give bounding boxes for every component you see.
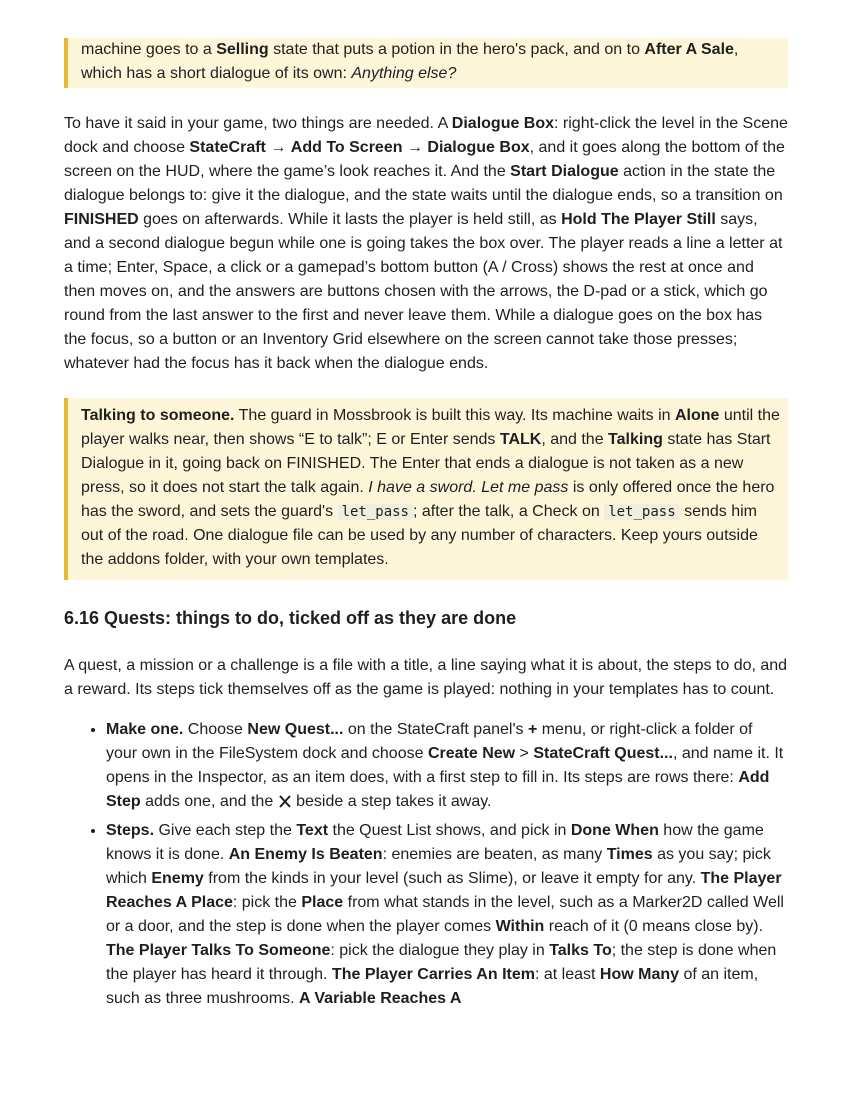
quest-list xyxy=(64,718,788,1011)
page-content xyxy=(64,38,788,1016)
close-icon xyxy=(279,792,291,806)
callout-talking xyxy=(64,398,788,580)
list-item: • Make one. Choose New Quest... on the StateCraft panel's + menu, or right-click a folder of your own in the FileSystem dock and choose Create New > StateCraft Quest..., and name it. It opens in the Inspector, as an item does, with a first step to fill in. Its steps are rows there: Add Step adds one, and the beside a step takes it away. xyxy=(106,718,788,814)
paragraph-dialogue-box: To have it said in your game, two things are needed. A Dialogue Box: right-click the level in the Scene dock and choose StateCraft → Add To Screen → Dialogue Box, and it goes along the bottom of the screen on the HUD, where the game’s look reaches it. And the Start Dialogue action in the state the dialogue belongs to: give it the dialogue, and the state waits until the dialogue ends, so a transition on FINISHED goes on afterwards. While it lasts the player is held still, as Hold The Player Still says, and a second dialogue begun while one is going takes the box over. The player reads a line a letter at a time; Enter, Space, a click or a gamepad’s bottom button (A / Cross) shows the rest at once and then moves on, and the answers are buttons chosen with the arrows, the D-pad or a stick, which go round from the last answer to the first and never leave them. While a dialogue goes on the box has the focus, so a button or an Inventory Grid elsewhere on the screen cannot take those presses; whatever had the focus has it back when the dialogue ends. xyxy=(64,115,788,372)
paragraph-quests: A quest, a mission or a challenge is a file with a title, a line saying what it is about, the steps to do, and a reward. Its steps tick themselves off as the game is played: nothing in your templates has to count. xyxy=(64,657,788,698)
callout-talking-text: Talking to someone. The guard in Mossbrook is built this way. Its machine waits in Alone until the player walks near, then shows “E to talk”; E or Enter sends TALK, and the Talking state has Start Dialogue in it, going back on FINISHED. The Enter that ends a dialogue is not taken as a new press, so it does not start the talk again. I have a sword. Let me pass is only offered once the hero has the sword, and sets the guard's let_pass ; after the talk, a Check on let_pass sends him out of the road. One dialogue file can be used by any number of characters. Keep yours outside the addons folder, with your own templates. xyxy=(81,407,780,568)
callout-shop-text: machine goes to a Selling state that puts a potion in the hero's pack, and on to After A Sale, which has a short dialogue of its own: Anything else? xyxy=(81,41,739,82)
code-let-pass: let_pass xyxy=(338,504,413,520)
list-item: • Steps. Give each step the Text the Quest List shows, and pick in Done When how the game knows it is done. An Enemy Is Beaten: enemies are beaten, as many Times as you say; pick which Enemy from the kinds in your level (such as Slime), or leave it empty for any. The Player Reaches A Place: pick the Place from what stands in the level, such as a Marker2D called Well or a door, and the step is done when the player comes Within reach of it (0 means close by). The Player Talks To Someone: pick the dialogue they play in Talks To; the step is done when the player has heard it through. The Player Carries An Item: at least How Many of an item, such as three mushrooms. A Variable Reaches A xyxy=(106,819,788,1011)
code-let-pass: let_pass xyxy=(604,504,679,520)
section-heading: 6.16 Quests: things to do, ticked off as they are done xyxy=(64,608,517,628)
callout-shop xyxy=(64,38,788,88)
